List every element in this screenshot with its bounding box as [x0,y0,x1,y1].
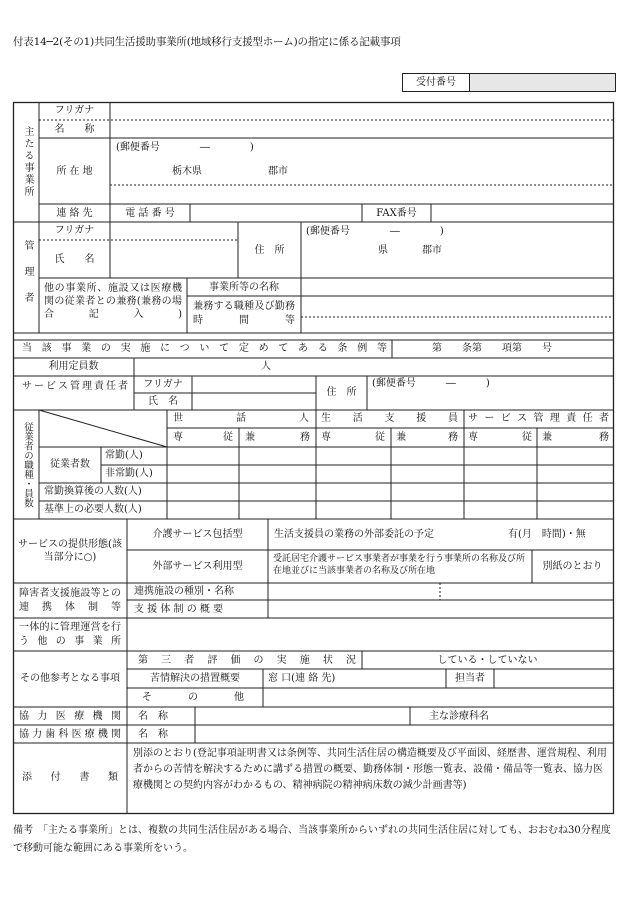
main-office-contact-label: 連 絡 先 [56,208,93,219]
staff-side-label: 従業者の職種・員数 [22,422,33,508]
main-office-fax-label: FAX番号 [376,208,417,219]
cooperation-facility-label: 連携施設の種別・名称 [134,586,234,597]
ordinance-label: 当該事業の実施について定めてある条例等 [22,343,387,354]
other-person-label: 担当者 [455,673,485,684]
service-form-external-ref: 別紙のとおり [542,561,603,572]
staff-fte-label: 常勤換算後の人数(人) [44,486,142,497]
staff-sub-part-2: 兼 務 [396,432,458,443]
other-window-label: 窓 口(連 絡 先) [268,673,336,684]
medical-dept-label: 主な診療科名 [429,711,489,722]
manager-prefecture: 県 [378,245,388,256]
main-office-phone-label: 電 話 番 号 [125,208,175,219]
capacity-unit: 人 [261,361,271,372]
manager-city: 郡市 [422,245,442,256]
staff-required-label: 基準上の必要人数(人) [44,504,142,515]
service-manager-label: サービス管理責任者 [22,381,128,392]
staff-col-caretaker: 世 話 人 [173,413,309,424]
manager-concurrent-duty-label: 兼務する職種及び勤務時間等 [193,301,295,326]
dental-name-label: 名 称 [138,729,168,740]
manager-concurrent-name-label: 事業所等の名称 [209,282,279,293]
manager-address-label: 住 所 [254,245,285,256]
dental-label: 協力歯科医療機関 [19,729,121,740]
staff-col-support: 生 活 支 援 員 [321,413,458,424]
staff-employees-label: 従業者数 [50,459,90,470]
service-manager-postal: (郵便番号 ― ) [372,378,490,389]
main-office-city: 郡市 [268,166,288,177]
other-label: その他参考となる事項 [20,673,120,684]
cooperation-system-label: 支 援 体 制 の 概 要 [134,604,224,615]
manager-postal: (郵便番号 ― ) [306,226,444,237]
service-form-outsourcing: 生活支援員の業務の外部委託の予定 [274,529,434,540]
cooperation-label: 障害者支援施設等との連携体制等 [19,588,121,613]
service-manager-address-label: 住 所 [326,387,357,398]
manager-header: 管理者 [22,240,33,318]
staff-parttime-label: 非常勤(人) [105,468,153,479]
integrated-label: 一体的に管理運営を行う他の事業所 [19,622,121,647]
manager-concurrent-label: 他の事業所、施設又は医療機関の従業者との兼務(兼務の場合記入) [44,283,182,320]
remarks-note: 備考 「主たる事業所」とは、複数の共同生活住居がある場合、当該事業所からいずれの共同生活住居に対しても、おおむね30分程度で移動可能な範囲にある事業所をいう。 [13,825,611,854]
main-office-postal: (郵便番号 ― ) [116,142,254,153]
service-form-external-desc: 受託居宅介護サービス事業者が事業を行う事業所の名称及び所在地並びに当該事業者の名称及び所在地 [273,554,526,576]
staff-sub-part-3: 兼 務 [542,432,609,443]
staff-sub-full-1: 専 従 [173,432,233,443]
service-form-care-included: 介護サービス包括型 [152,529,243,540]
main-office-name-label: 名 称 [54,124,95,135]
other-third-party-label: 第 三 者 評 価 の 実 施 状 況 [138,655,356,666]
other-misc-label: そ の 他 [142,692,244,703]
receipt-number-label: 受付番号 [403,74,470,91]
main-office-prefecture: 栃木県 [172,166,202,177]
manager-name-label: 氏 名 [54,254,95,265]
service-form-outsourcing-value: 有(月 時間)・無 [508,529,586,540]
medical-name-label: 名 称 [138,711,168,722]
ordinance-value: 第 条第 項第 号 [432,343,552,354]
medical-label: 協力医療機関 [19,711,121,722]
service-manager-furigana-label: フリガナ [143,379,183,390]
page-title: 付表14─2(その1)共同生活援助事業所(地域移行支援型ホーム)の指定に係る記載事項 [13,36,401,48]
staff-col-service-manager: サービス管理責任者 [468,413,609,424]
attachments-label: 添付書類 [22,772,118,783]
manager-furigana-label: フリガナ [54,225,95,236]
other-third-party-value: している・していない [437,655,538,666]
main-office-header: 主たる事業所 [22,126,33,198]
staff-fulltime-label: 常勤(人) [105,450,143,461]
staff-sub-full-2: 専 従 [321,432,385,443]
staff-sub-part-1: 兼 務 [245,432,310,443]
attachments-text: 別添のとおり(登記事項証明書又は条例等、共同生活住居の構造概要及び平面図、経歴書、運営規程、利用者からの苦情を解決するために講ずる措置の概要、勤務体制・形態一覧表、設備・備品等一覧表、協力医療機関との契約内容がわかるもの、精神病院の精神病床数の減少計画書等) [133,748,607,791]
service-form-label: サービスの提供形態(該当部分に○) [18,539,122,563]
staff-sub-full-3: 専 従 [468,432,532,443]
main-office-furigana-label: フリガナ [54,105,95,116]
main-office-address-label: 所 在 地 [56,166,93,177]
other-complaint-label: 苦情解決の措置概要 [150,673,240,684]
capacity-label: 利用定員数 [48,361,99,372]
service-manager-name-label: 氏 名 [148,396,178,407]
service-form-external: 外部サービス利用型 [152,561,243,572]
